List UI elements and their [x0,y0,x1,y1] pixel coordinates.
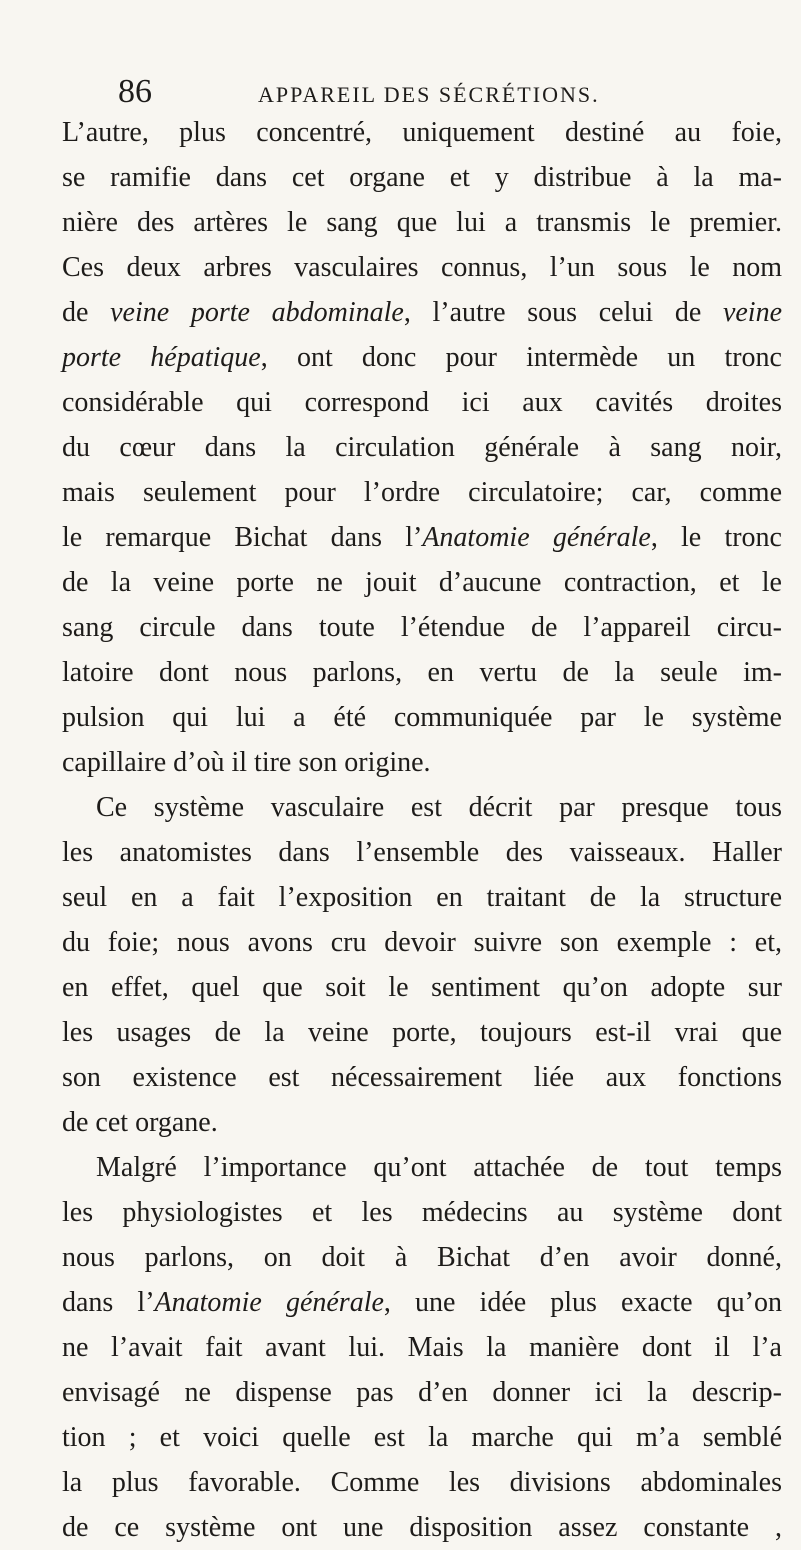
italic-text: veine porte abdominale [110,297,404,328]
text-run: , une idée plus exacte qu’on [383,1287,782,1318]
text-line [62,470,782,515]
text-line [62,785,782,830]
text-line [62,1190,782,1235]
text-line [62,1505,782,1550]
text-run: sang circule dans toute l’étendue de l’appareil circu- [62,612,782,643]
text-run: nière des artères le sang que lui a transmis le premier. [62,207,782,238]
text-run: Malgré l’importance qu’ont attachée de tout temps [96,1152,782,1183]
text-line [62,605,782,650]
text-run: considérable qui correspond ici aux cavités droites [62,387,782,418]
text-run: les physiologistes et les médecins au système dont [62,1197,782,1228]
page-header [118,72,778,112]
text-line [62,1280,782,1325]
text-run: mais seulement pour l’ordre circulatoire; car, comme [62,477,782,508]
text-run: latoire dont nous parlons, en vertu de la seule im- [62,657,782,688]
text-line [62,290,782,335]
text-run: nous parlons, on doit à Bichat d’en avoir donné, [62,1242,782,1273]
running-head: APPAREIL DES SÉCRÉTIONS. [258,82,600,107]
text-line [62,380,782,425]
text-line [62,740,782,785]
text-run: se ramifie dans cet organe et y distribue à la ma- [62,162,782,193]
text-line [62,1010,782,1055]
text-line [62,1460,782,1505]
text-run: en effet, quel que soit le sentiment qu’on adopte sur [62,972,782,1003]
text-line [62,335,782,380]
text-run: pulsion qui lui a été communiquée par le système [62,702,782,733]
text-run: envisagé ne dispense pas d’en donner ici la descrip- [62,1377,782,1408]
text-line [62,1235,782,1280]
text-line [62,1055,782,1100]
text-run: tion ; et voici quelle est la marche qui m’a semblé [62,1422,782,1453]
italic-text: Anatomie générale [154,1287,384,1318]
text-run: Ce système vasculaire est décrit par presque tous [96,792,782,823]
text-line [62,110,782,155]
text-run: , ont donc pour intermède un tronc [260,342,782,373]
text-line [62,1325,782,1370]
page-number: 86 [118,73,152,110]
text-run: les anatomistes dans l’ensemble des vaisseaux. Haller [62,837,782,868]
text-run: seul en a fait l’exposition en traitant de la structure [62,882,782,913]
text-run: de [62,297,111,328]
text-line [62,830,782,875]
text-line [62,695,782,740]
text-line [62,560,782,605]
text-run: le remarque Bichat dans l’ [62,522,423,553]
text-line [62,425,782,470]
text-line [62,920,782,965]
text-line [62,1370,782,1415]
text-line [62,245,782,290]
text-line [62,1145,782,1190]
text-run: L’autre, plus concentré, uniquement destiné au foie, [62,117,782,148]
text-line [62,875,782,920]
text-run: du foie; nous avons cru devoir suivre son exemple : et, [62,927,782,958]
text-run: la plus favorable. Comme les divisions abdominales [62,1467,782,1498]
text-run: son existence est nécessairement liée aux fonctions [62,1062,782,1093]
text-line [62,965,782,1010]
text-line [62,200,782,245]
italic-text: porte hépatique [62,342,261,373]
text-run: Ces deux arbres vasculaires connus, l’un sous le nom [62,252,782,283]
body-text [62,110,782,1550]
italic-text: veine [722,297,782,328]
text-run: ne l’avait fait avant lui. Mais la manière dont il l’a [62,1332,782,1363]
text-line [62,1415,782,1460]
text-run: , l’autre sous celui de [403,297,723,328]
text-line [62,1100,782,1145]
text-run: du cœur dans la circulation générale à sang noir, [62,432,782,463]
text-run: de cet organe. [62,1107,218,1138]
text-line [62,155,782,200]
text-line [62,650,782,695]
text-line [62,515,782,560]
text-run: les usages de la veine porte, toujours est-il vrai que [62,1017,782,1048]
italic-text: Anatomie générale [422,522,651,553]
text-run: de ce système ont une disposition assez constante , [62,1512,782,1543]
text-run: capillaire d’où il tire son origine. [62,747,431,778]
text-run: , le tronc [650,522,782,553]
text-run: dans l’ [62,1287,155,1318]
text-run: de la veine porte ne jouit d’aucune contraction, et le [62,567,782,598]
